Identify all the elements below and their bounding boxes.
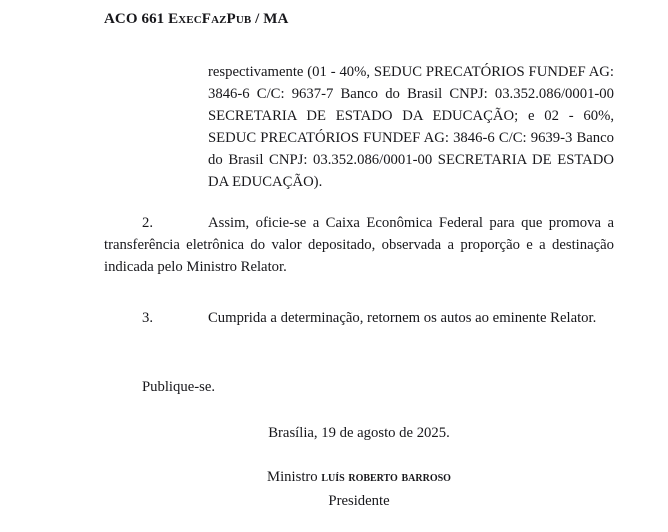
date-line-text: Brasília, 19 de agosto de 2025. xyxy=(268,425,450,441)
signatory-title: Ministro xyxy=(267,469,322,485)
paragraph-3 xyxy=(104,307,614,329)
signature-block xyxy=(104,466,614,512)
signatory-name: luís roberto barroso xyxy=(321,469,451,485)
signatory-line xyxy=(104,466,614,488)
quoted-paragraph-text: respectivamente (01 - 40%, SEDUC PRECATÓRIOS FUNDEF AG: 3846-6 C/C: 9637-7 Banco do Brasil CNPJ: 03.352.086/0001-00 SECRETARIA DE ESTADO DA EDUCAÇÃO; e 02 - 60%, SEDUC PRECATÓRIOS FUNDEF AG: 3846-6 C/C: 9639-3 Banco do Brasil CNPJ: 03.352.086/0001-00 SECRETARIA DE ESTADO DA EDUCAÇÃO). xyxy=(208,64,614,190)
header-separator: / xyxy=(251,11,264,27)
quoted-paragraph-block xyxy=(104,61,614,193)
case-state: MA xyxy=(263,11,289,27)
case-class-faz: az xyxy=(211,11,227,27)
publication-order xyxy=(104,376,614,398)
paragraph-3-text: Cumprida a determinação, retornem os autos ao eminente Relator. xyxy=(208,310,597,326)
signatory-role: Presidente xyxy=(328,493,390,509)
document-header xyxy=(104,11,288,28)
paragraph-3-number: 3. xyxy=(142,310,154,326)
case-class-exec: xec xyxy=(178,11,202,27)
case-class-initial-p: P xyxy=(226,11,236,27)
case-class-initial-f: F xyxy=(201,11,212,27)
case-class-initial-e: E xyxy=(168,11,179,27)
case-number: ACO 661 xyxy=(104,11,165,27)
paragraph-2-text: Assim, oficie-se a Caixa Econômica Federal para que promova a transferência eletrônica do valor depositado, observada a proporção e a destinação indicada pelo Ministro Relator. xyxy=(104,215,614,275)
date-line xyxy=(104,422,614,444)
case-class-pub: ub xyxy=(235,11,252,27)
paragraph-3-body xyxy=(104,307,614,329)
publication-order-text: Publique-se. xyxy=(142,379,216,395)
paragraph-2-body xyxy=(104,212,614,278)
paragraph-2 xyxy=(104,212,614,278)
paragraph-2-number: 2. xyxy=(142,215,154,231)
